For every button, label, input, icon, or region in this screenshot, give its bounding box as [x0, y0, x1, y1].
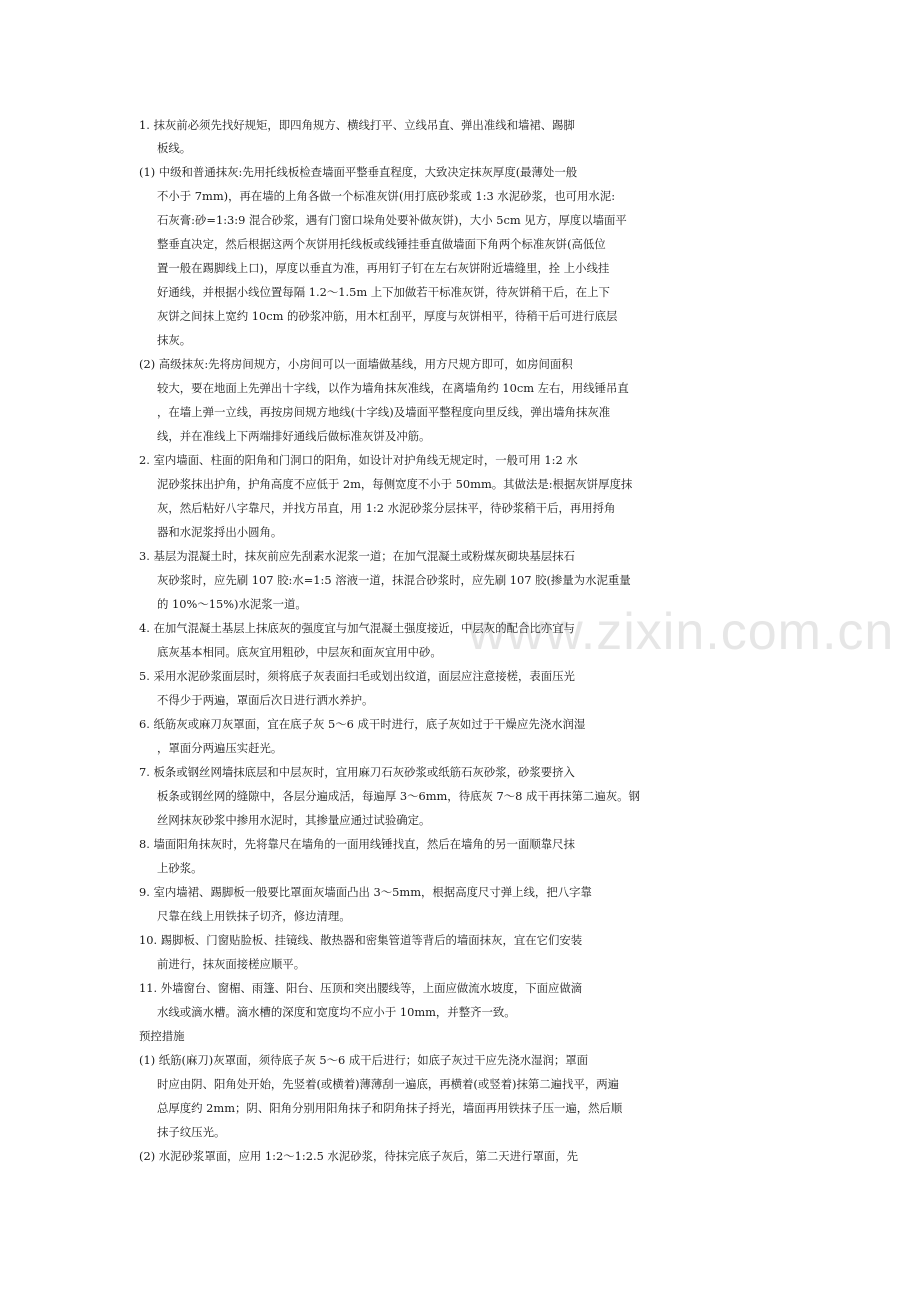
- text-line: (2) 高级抹灰:先将房间规方，小房间可以一面墙做基线，用方尺规方即可，如房间面积: [139, 357, 573, 371]
- text-line: 灰饼之间抹上宽约 10cm 的砂浆冲筋，用木杠刮平，厚度与灰饼相平，待稍干后可进行底层: [157, 309, 618, 323]
- text-line: 前进行，抹灰面接槎应顺平。: [157, 957, 306, 971]
- text-line: 较大，要在地面上先弹出十字线，以作为墙角抹灰准线，在离墙角约 10cm 左右，用线锤吊直: [157, 381, 629, 395]
- text-line: (1) 纸筋(麻刀)灰罩面，须待底子灰 5～6 成干后进行；如底子灰过干应先浇水湿润；罩面: [139, 1053, 589, 1067]
- text-line: 丝网抹灰砂浆中掺用水泥时，其掺量应通过试验确定。: [157, 813, 431, 827]
- text-line: 尺靠在线上用铁抹子切齐，修边清理。: [157, 909, 351, 923]
- text-line: 总厚度约 2mm；阴、阳角分别用阳角抹子和阴角抹子捋光，墙面再用铁抹子压一遍，然后顺: [157, 1101, 623, 1115]
- text-line: ，罩面分两遍压实赶光。: [157, 741, 283, 755]
- text-line: 置一般在踢脚线上口)，厚度以垂直为准，再用钉子钉在左右灰饼附近墙缝里，拴 上小线挂: [157, 261, 610, 275]
- text-line: 水线或滴水槽。滴水槽的深度和宽度均不应小于 10mm，并整齐一致。: [157, 1005, 516, 1019]
- text-line: 灰，然后粘好八字靠尺，并找方吊直，用 1:2 水泥砂浆分层抹平，待砂浆稍干后，再用捋角: [157, 501, 616, 515]
- text-line: 7. 板条或钢丝网墙抹底层和中层灰时，宜用麻刀石灰砂浆或纸筋石灰砂浆，砂浆要挤入: [139, 765, 575, 779]
- text-line: 不小于 7mm)，再在墙的上角各做一个标准灰饼(用打底砂浆或 1:3 水泥砂浆，也可用水泥:: [157, 189, 616, 203]
- text-line: 6. 纸筋灰或麻刀灰罩面，宜在底子灰 5～6 成干时进行，底子灰如过于干燥应先浇水润湿: [139, 717, 586, 731]
- text-line: 1. 抹灰前必须先找好规矩，即四角规方、横线打平、立线吊直、弹出准线和墙裙、踢脚: [139, 118, 575, 132]
- text-line: 泥砂浆抹出护角，护角高度不应低于 2m，每侧宽度不小于 50mm。其做法是:根据灰饼厚度抹: [157, 477, 633, 491]
- text-line: 灰砂浆时，应先刷 107 胶:水=1:5 溶液一道，抹混合砂浆时，应先刷 107 胶(掺量为水泥重量: [157, 573, 631, 587]
- text-line: 4. 在加气混凝土基层上抹底灰的强度宜与加气混凝土强度接近，中层灰的配合比亦宜与: [139, 621, 575, 635]
- text-line: 10. 踢脚板、门窗贴脸板、挂镜线、散热器和密集管道等背后的墙面抹灰，宜在它们安装: [139, 933, 583, 947]
- section-heading: 预控措施: [139, 1029, 185, 1043]
- text-line: 器和水泥浆捋出小圆角。: [157, 525, 283, 539]
- text-line: 5. 采用水泥砂浆面层时，须将底子灰表面扫毛或划出纹道，面层应注意接槎，表面压光: [139, 669, 575, 683]
- text-line: 上砂浆。: [157, 861, 203, 875]
- text-line: 2. 室内墙面、柱面的阳角和门洞口的阳角，如设计对护角线无规定时，一般可用 1:2 水: [139, 453, 578, 467]
- text-line: 整垂直决定，然后根据这两个灰饼用托线板或线锤挂垂直做墙面下角两个标准灰饼(高低位: [157, 237, 606, 251]
- text-line: (2) 水泥砂浆罩面，应用 1:2～1:2.5 水泥砂浆，待抹完底子灰后，第二天进行罩面，先: [139, 1149, 579, 1163]
- text-line: 底灰基本相同。底灰宜用粗砂，中层灰和面灰宜用中砂。: [157, 645, 442, 659]
- watermark: www.zixin.com.cn: [468, 603, 895, 661]
- text-line: 抹子纹压光。: [157, 1125, 226, 1139]
- text-line: 时应由阴、阳角处开始，先竖着(或横着)薄薄刮一遍底，再横着(或竖着)抹第二遍找平，两遍: [157, 1077, 620, 1091]
- text-line: 9. 室内墙裙、踢脚板一般要比罩面灰墙面凸出 3～5mm，根据高度尺寸弹上线，把八字靠: [139, 885, 592, 899]
- text-line: 板线。: [157, 141, 192, 155]
- text-line: 好通线，并根据小线位置每隔 1.2～1.5m 上下加做若干标准灰饼，待灰饼稍干后，在上下: [157, 285, 610, 299]
- text-line: 板条或钢丝网的缝隙中，各层分遍成活，每遍厚 3～6mm，待底灰 7～8 成干再抹第二遍灰。钢: [157, 789, 640, 803]
- text-line: 石灰膏:砂=1:3:9 混合砂浆，遇有门窗口垛角处要补做灰饼)，大小 5cm 见方，厚度以墙面平: [157, 213, 627, 227]
- text-line: 的 10%～15%)水泥浆一道。: [157, 597, 307, 611]
- text-line: 线，并在准线上下两端排好通线后做标准灰饼及冲筋。: [157, 429, 431, 443]
- text-line: 8. 墙面阳角抹灰时，先将靠尺在墙角的一面用线锤找直，然后在墙角的另一面顺靠尺抹: [139, 837, 575, 851]
- text-line: 不得少于两遍，罩面后次日进行洒水养护。: [157, 693, 374, 707]
- text-line: 3. 基层为混凝土时，抹灰前应先刮素水泥浆一道；在加气混凝土或粉煤灰砌块基层抹石: [139, 549, 575, 563]
- text-line: 抹灰。: [157, 333, 192, 347]
- text-line: ，在墙上弹一立线，再按房间规方地线(十字线)及墙面平整程度向里反线，弹出墙角抹灰准: [157, 405, 611, 419]
- text-line: 11. 外墙窗台、窗楣、雨篷、阳台、压顶和突出腰线等，上面应做流水坡度，下面应做滴: [139, 981, 583, 995]
- text-line: (1) 中级和普通抹灰:先用托线板检查墙面平整垂直程度，大致决定抹灰厚度(最薄处一般: [139, 165, 578, 179]
